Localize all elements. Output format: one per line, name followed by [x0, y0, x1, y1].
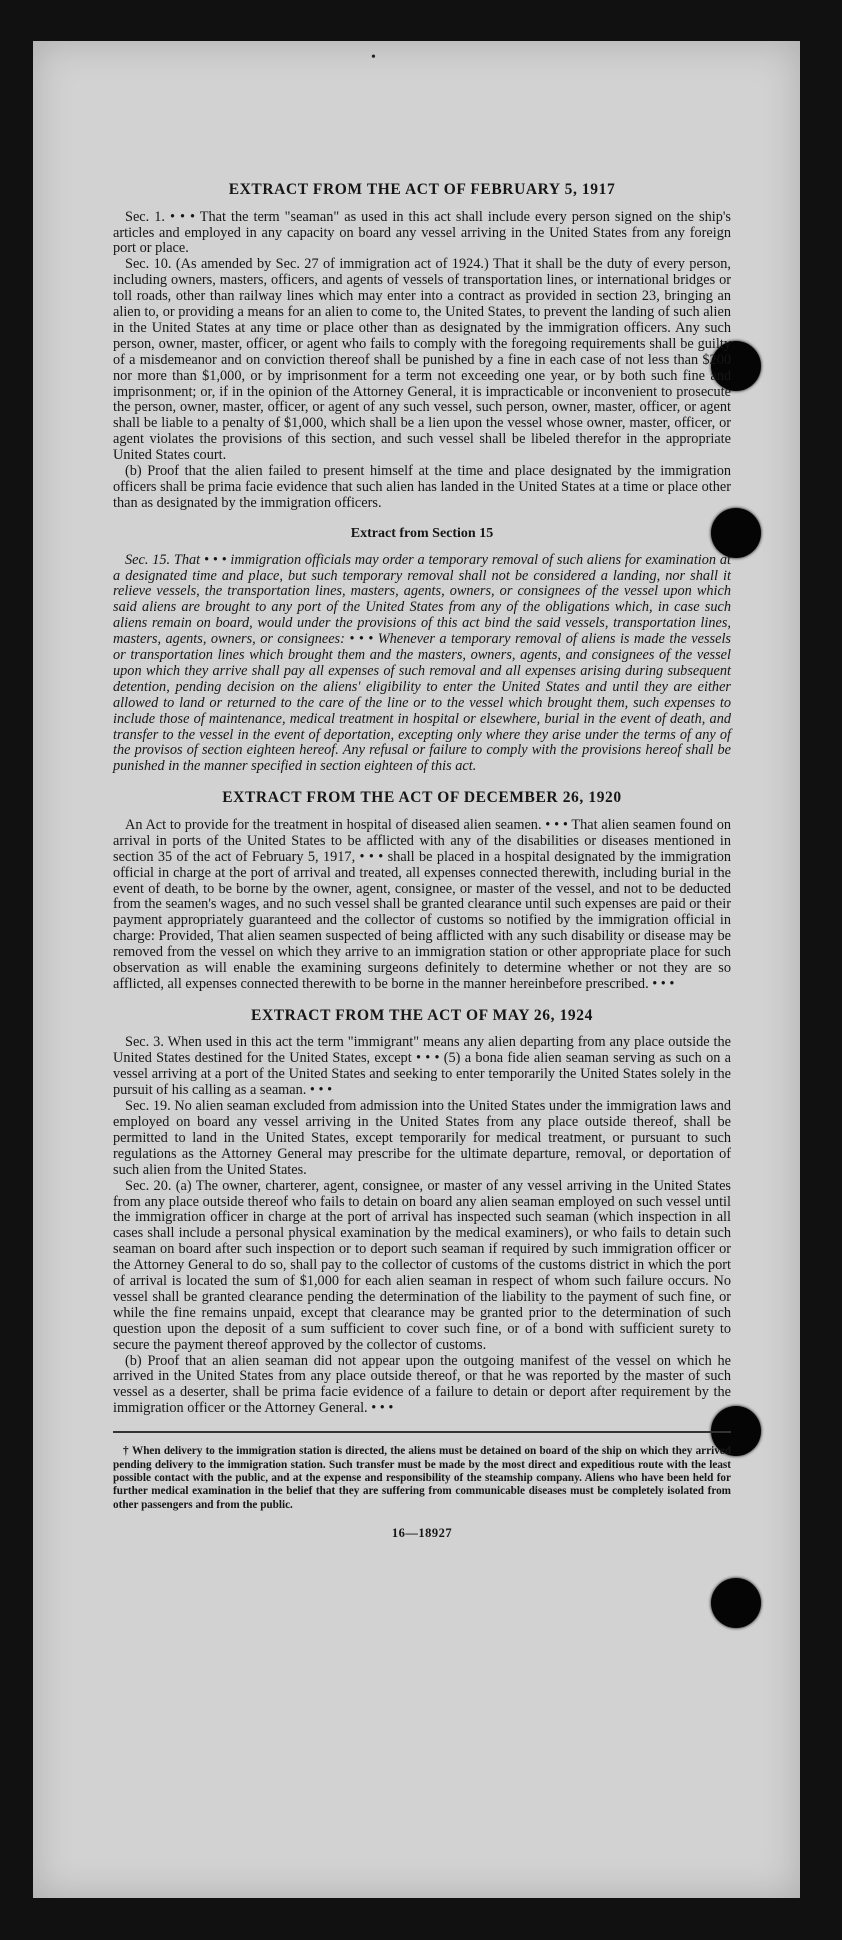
section-15-text: Sec. 15. That • • • immigration officials may order a temporary removal of such aliens for examination at a designated time and place, but such temporary removal shall not be considered a landing, nor shall it relieve vessels, the transportation lines, masters, agents, owners, or consignees of the vessel upon which said aliens are brought to any port of the United States from any of the obligations which, in case such aliens remain on board, would under the provisions of this act bind the said vessels, transportation lines, masters, agents, owners, or consignees: • • • Whenever a temporary removal of aliens is made the vessels or transportation lines which brought them and the masters, owners, agents, and consignees of the vessel upon which they arrive shall pay all expenses of such removal and all expenses arising during subsequent detention, pending decision on the aliens' eligibility to enter the United States and until they are either allowed to land or returned to the care of the line or to the vessel which brought them, such expenses to include those of maintenance, medical treatment in hospital or elsewhere, burial in the event of death, and transfer to the vessel in the event of deportation, excepting only where they arise under the terms of any of the provisos of section eighteen hereof. Any refusal or failure to comply with the provisions hereof shall be punished in the manner specified in section eighteen of this act. [113, 551, 731, 775]
act-1920-text: An Act to provide for the treatment in hospital of diseased alien seamen. • • • That alien seamen found on arrival in ports of the United States to be afflicted with any of the disabilities or diseases mentioned in section 35 of the act of February 5, 1917, • • • shall be placed in a hospital designated by the immigration official in charge at the port of arrival and treated, all expenses connected therewith, including burial in the event of death, to be borne by the owner, agent, consignee, or master of the vessel, and not to be deducted from the seamen's wages, and no such vessel shall be granted clearance until such expenses are paid or their payment appropriately guaranteed and the collector of customs so notified by the immigration official in charge: Provided, That alien seamen suspected of being afflicted with any such disability or disease may be removed from the vessel on which they arrive to an immigration station or other appropriate place for such observation as will enable the examining surgeons definitely to determine whether or not they are so afflicted, all expenses connected therewith to be borne in the manner hereinbefore prescribed. • • • [113, 816, 731, 992]
act-1924-sec-3: Sec. 3. When used in this act the term "immigrant" means any alien departing from any place outside the United States destined for the United States, except • • • (5) a bona fide alien seaman serving as such on a vessel arriving at a port of the United States and seeking to enter temporarily the United States solely in the pursuit of his calling as a seaman. • • • [113, 1034, 731, 1099]
document-content [113, 181, 731, 1541]
page-number: 16—18927 [391, 1526, 453, 1541]
act-1920-title: EXTRACT FROM THE ACT OF DECEMBER 26, 1920 [222, 789, 622, 807]
footnote: † When delivery to the immigration station is directed, the aliens must be detained on board of the ship on which they arrived pending delivery to the immigration station. Such transfer must be made by the most direct and expeditious route with the least possible contact with the public, and at the expense and responsibility of the steamship company. Aliens who have been held for further medical examination in the belief that they are suffering from communicable diseases must be completely isolated from other passengers and from the public. [113, 1445, 731, 1511]
document-page [33, 41, 800, 1898]
act-1917-sec-10: Sec. 10. (As amended by Sec. 27 of immigration act of 1924.) That it shall be the duty of every person, including owners, masters, officers, and agents of vessels of transportation lines, or international bridges or toll roads, other than railway lines which may enter into a contract as provided in section 23, bringing an alien to, or providing a means for an alien to come to, the United States, to prevent the landing of such alien in the United States at any time or place other than as designated by the immigration officers. Any such person, owner, master, officer, or agent who fails to comply with the foregoing requirements shall be guilty of a misdemeanor and on conviction thereof shall be punished by a fine in each case of not less than $200 nor more than $1,000, or by imprisonment for a term not exceeding one year, or by both such fine and imprisonment; or, if in the opinion of the Attorney General, it is impracticable or inconvenient to prosecute the person, owner, master, officer, or agent of any such vessel, such person, owner, master, officer, or agent shall be liable to a penalty of $1,000, which shall be a lien upon the vessel whose owner, master, officer, or agent violates the provisions of this section, and such vessel shall be libeled therefor in the appropriate United States court. [113, 256, 731, 464]
act-1917-sec-10-b: (b) Proof that the alien failed to present himself at the time and place designated by the immigration officers shall be prima facie evidence that such alien has landed in the United States at a time or place other than as designated by the immigration officers. [113, 463, 731, 511]
section-15-title: Extract from Section 15 [350, 525, 494, 541]
act-1924-sec-19: Sec. 19. No alien seaman excluded from admission into the United States under the immigration laws and employed on board any vessel arriving in the United States from any place outside thereof, shall be permitted to land in the United States, except temporarily for medical treatment, or pursuant to such regulations as the Attorney General may prescribe for the ultimate departure, removal, or deportation of such alien from the United States. [113, 1098, 731, 1178]
act-1924-sec-20-b: (b) Proof that an alien seaman did not appear upon the outgoing manifest of the vessel on which he arrived in the United States from any place outside thereof, or that he was reported by the master of such vessel as a deserter, shall be prima facie evidence of a failure to detain or deport after requirement by the immigration officer or the Attorney General. • • • [113, 1352, 731, 1417]
act-1917-sec-1: Sec. 1. • • • That the term "seaman" as used in this act shall include every person signed on the ship's articles and employed in any capacity on board any vessel arriving in the United States from any foreign port or place. [113, 208, 731, 257]
act-1924-title: EXTRACT FROM THE ACT OF MAY 26, 1924 [251, 1006, 593, 1024]
top-mark: • [371, 50, 376, 65]
punch-hole [711, 1578, 761, 1628]
act-1917-title: EXTRACT FROM THE ACT OF FEBRUARY 5, 1917 [228, 181, 616, 198]
act-1924-sec-20-a: Sec. 20. (a) The owner, charterer, agent, consignee, or master of any vessel arriving in the United States from any place outside thereof who fails to detain on board any alien seaman employed on such vessel until the immigration officer in charge at the port of arrival has inspected such seaman (which inspection in all cases shall include a personal physical examination by the medical examiners), or who fails to detain such seaman on board after such inspection or to deport such seaman if required by such immigration officer or the Attorney General to do so, shall pay to the collector of customs of the customs district in which the port of arrival is located the sum of $1,000 for each alien seaman in respect of whom such failure occurs. No vessel shall be granted clearance pending the determination of the liability to the payment of such fine, or while the fine remains unpaid, except that clearance may be granted prior to the determination of such question upon the deposit of a sum sufficient to cover such fine, or of a bond with sufficient surety to secure the payment thereof approved by the collector of customs. [113, 1177, 731, 1353]
